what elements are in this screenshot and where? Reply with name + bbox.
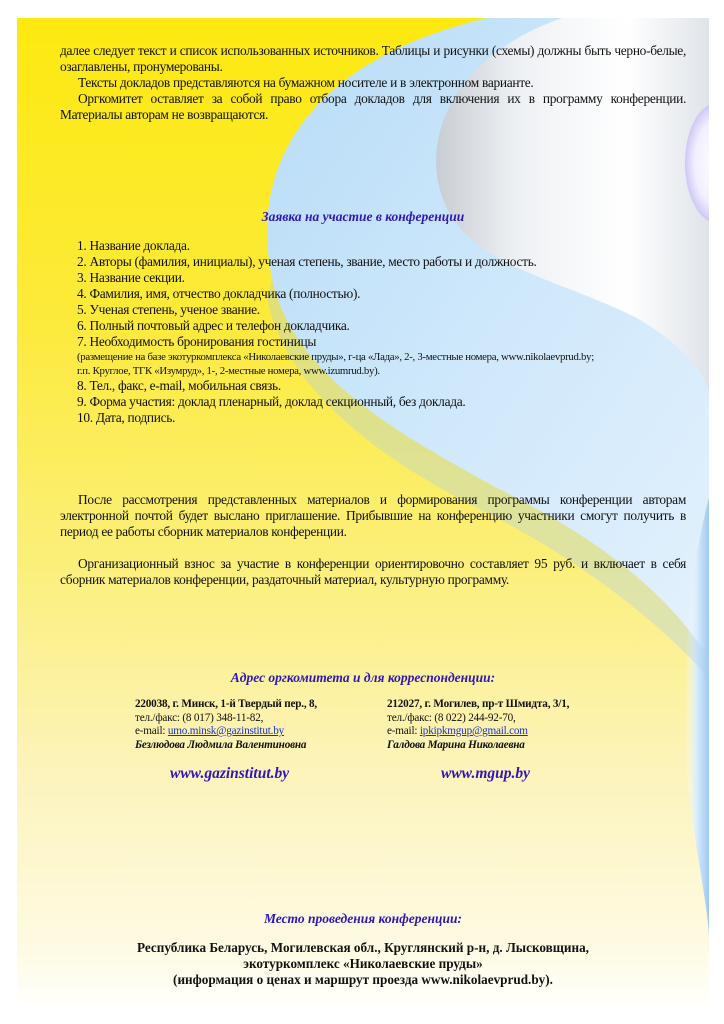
list-item: 6. Полный почтовый адрес и телефон докладчика. [77, 318, 350, 333]
email-link[interactable]: ipkipkmgup@gmail.com [419, 725, 528, 737]
venue-heading: Место проведения конференции: [263, 911, 463, 926]
intro-section [60, 43, 686, 123]
application-list [77, 238, 697, 426]
intro-paragraph-1: далее следует текст и список использованных источников. Таблицы и рисунки (схемы) должны быть черно-белые, озаглавлены, пронумерованы. [60, 43, 686, 74]
venue-line-1: Республика Беларусь, Могилевская обл., Круглянский р-н, д. Лысковщина, [137, 940, 589, 955]
contact-phone: тел./факс: (8 022) 244-92-70, [387, 711, 516, 724]
list-item: 1. Название доклада. [77, 238, 190, 253]
list-item: 5. Ученая степень, ученое звание. [77, 302, 260, 317]
contact-minsk [135, 698, 317, 752]
contact-email-row: e-mail: ipkipkmgup@gmail.com [387, 725, 528, 737]
venue-line-2: экотуркомплекс «Николаевские пруды» [243, 956, 483, 971]
document-content [17, 18, 709, 1008]
intro-paragraph-3: Оргкомитет оставляет за собой право отбора докладов для включения их в программу конференции. Материалы авторам не возвращаются. [60, 91, 686, 122]
contact-email-row: e-mail: umo.minsk@gazinstitut.by [135, 725, 285, 737]
list-item: 9. Форма участия: доклад пленарный, доклад секционный, без доклада. [77, 394, 466, 409]
intro-paragraph-2: Тексты докладов представляются на бумажном носителе и в электронном варианте. [78, 75, 534, 90]
contact-person: Безлюдова Людмила Валентиновна [135, 738, 307, 751]
list-item: 2. Авторы (фамилия, инициалы), ученая степень, звание, место работы и должность. [77, 254, 537, 269]
email-link[interactable]: umo.minsk@gazinstitut.by [167, 725, 285, 737]
list-item: 8. Тел., факс, e-mail, мобильная связь. [77, 378, 281, 393]
invitation-paragraph: После рассмотрения представленных материалов и формирования программы конференции авторам электронной почтой будет выслано приглашение. Прибывшие на конференцию участники смогут получить в период ее работы сборник материалов конференции. [60, 492, 686, 539]
list-item-note: г.п. Круглое, ТГК «Изумруд», 1-, 2-местные номера, www.izumrud.by). [77, 365, 380, 377]
fee-paragraph: Организационный взнос за участие в конференции ориентировочно составляет 95 руб. и включает в себя сборник материалов конференции, раздаточный материал, культурную программу. [60, 556, 686, 587]
application-heading: Заявка на участие в конференции [261, 209, 465, 224]
contacts-heading: Адрес оргкомитета и для корреспонденции: [230, 670, 496, 685]
list-item: 3. Название секции. [77, 270, 185, 285]
list-item: 4. Фамилия, имя, отчество докладчика (полностью). [77, 286, 361, 301]
contact-address: 212027, г. Могилев, пр-т Шмидта, 3/1, [387, 698, 570, 710]
list-item: 7. Необходимость бронирования гостиницы [77, 334, 317, 349]
venue-line-3: (информация о ценах и маршрут проезда www.nikolaevprud.by). [173, 972, 553, 987]
contact-address: 220038, г. Минск, 1-й Твердый пер., 8, [135, 698, 318, 710]
venue-address [17, 940, 709, 988]
page-panel [17, 18, 709, 1008]
website-link-mgup[interactable]: www.mgup.by [441, 765, 530, 782]
contact-person: Галдова Марина Николаевна [387, 738, 525, 751]
contact-mogilev [387, 698, 569, 752]
contact-phone: тел./факс: (8 017) 348-11-82, [135, 711, 264, 724]
list-item-note: (размещение на базе экотуркомплекса «Николаевские пруды», г-ца «Лада», 2-, 3-местные номера, www.nikolaevprud.by; [77, 351, 594, 363]
list-item: 10. Дата, подпись. [77, 410, 176, 425]
website-link-gazinstitut[interactable]: www.gazinstitut.by [170, 765, 290, 782]
